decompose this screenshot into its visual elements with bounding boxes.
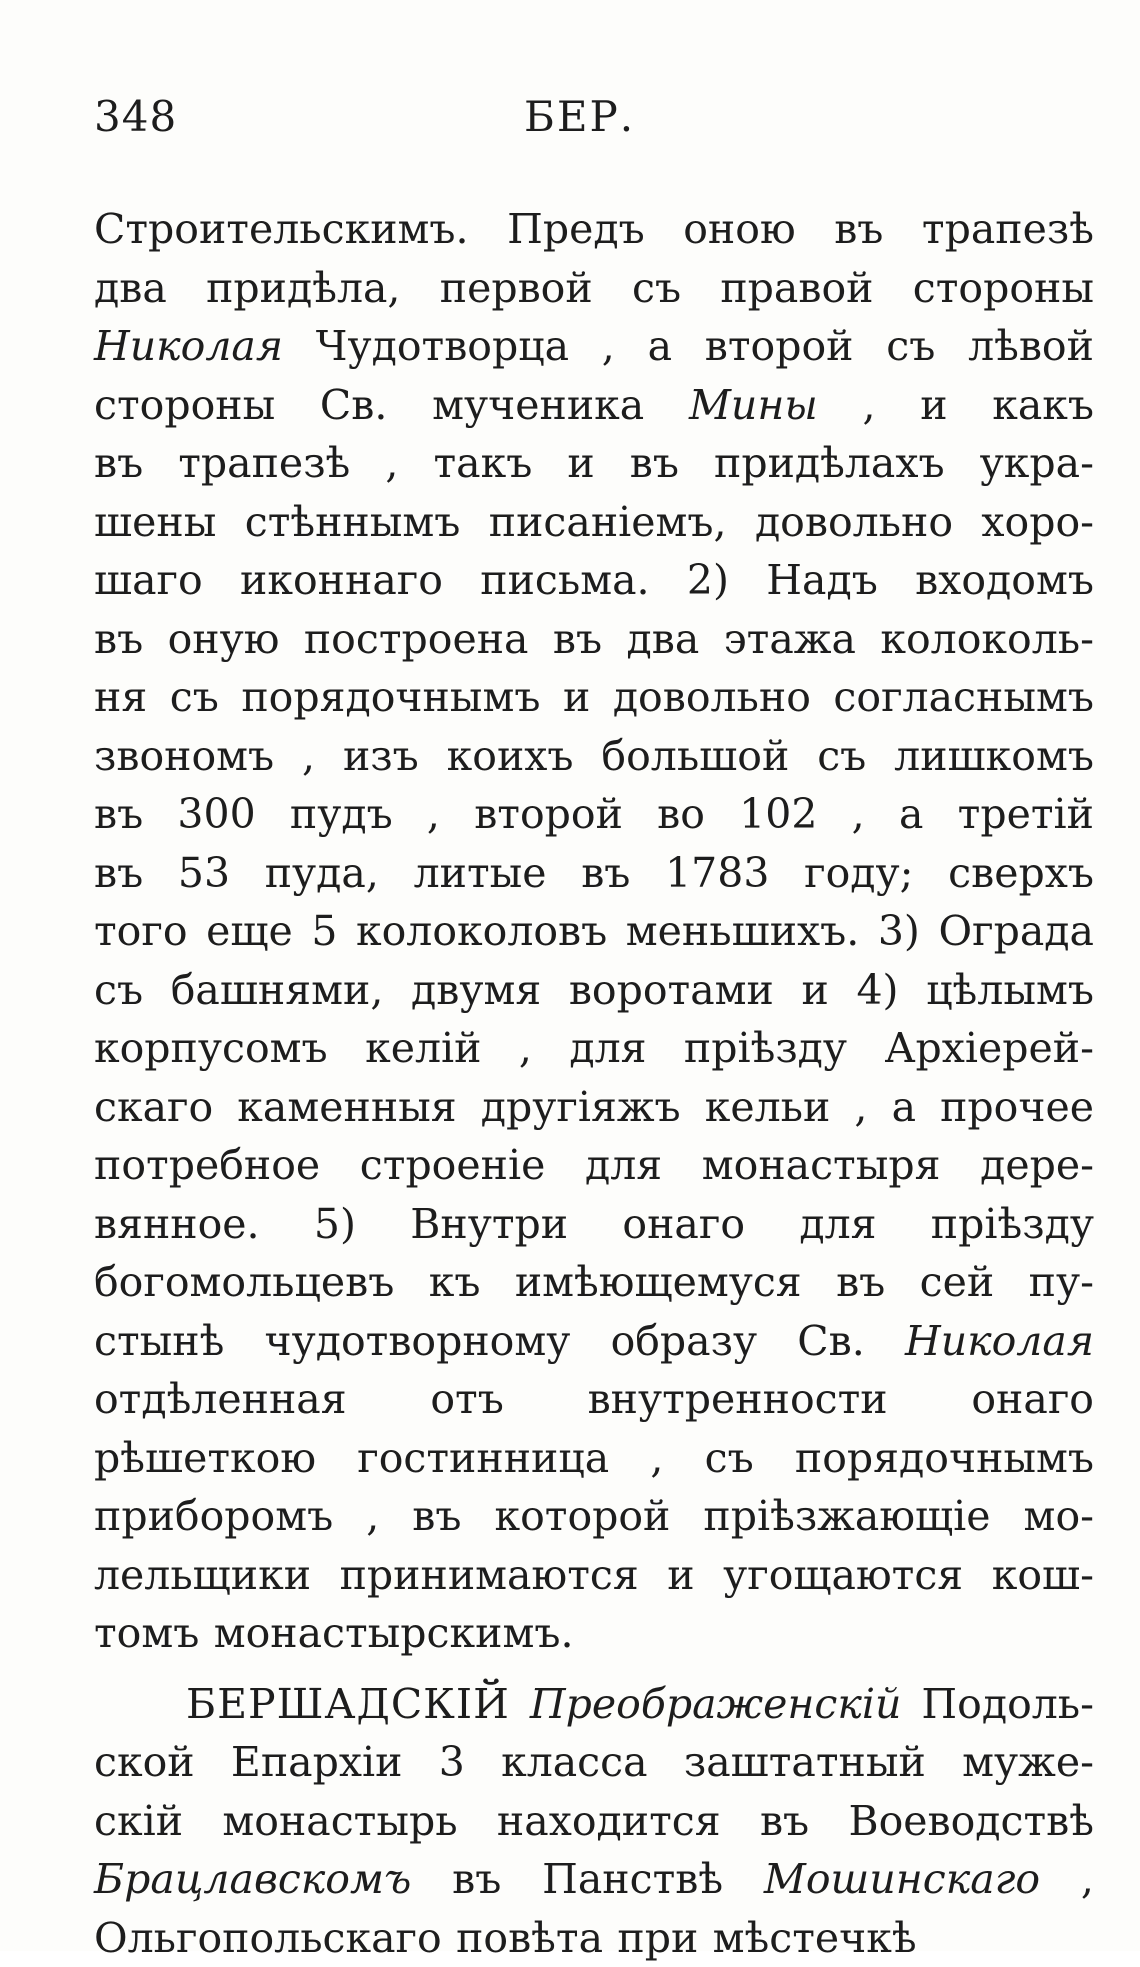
word: Мошинскаго [764, 1850, 1040, 1909]
word: съ [886, 317, 935, 376]
word: какъ [992, 376, 1094, 435]
text-line [94, 610, 1094, 669]
word: Николая [905, 1312, 1094, 1371]
word: вянное. [94, 1195, 260, 1254]
paragraph [94, 1675, 1094, 1967]
word: согласнымъ [833, 668, 1094, 727]
word: порядочнымъ [795, 1429, 1094, 1488]
word: , [1081, 1850, 1094, 1909]
word: второй [705, 317, 854, 376]
word: для [569, 1019, 646, 1078]
text-line [94, 727, 1094, 786]
word: 5) [314, 1195, 356, 1254]
word: въ [412, 1487, 461, 1546]
word: изъ [343, 727, 419, 786]
word: письма. [480, 551, 649, 610]
text-line [94, 1429, 1094, 1488]
word: Внутри [410, 1195, 568, 1254]
word: 1783 [665, 844, 769, 903]
text-line [94, 1792, 1094, 1851]
text-line [94, 1850, 1094, 1909]
text-line [94, 376, 1094, 435]
word: Архiерей- [884, 1019, 1093, 1078]
word: 3 [439, 1733, 465, 1792]
word: ня [94, 668, 147, 727]
word: и [802, 961, 829, 1020]
word: съ [632, 259, 681, 318]
word: входомъ [915, 551, 1094, 610]
word: муже- [962, 1733, 1094, 1792]
word: при [617, 1909, 698, 1967]
word: оною [683, 200, 795, 259]
text-line [94, 434, 1094, 493]
page-header [94, 92, 1104, 152]
word: 2) [687, 551, 729, 610]
word: другiяжъ [481, 1078, 681, 1137]
word: колоколовъ [356, 902, 607, 961]
word: угощаются [723, 1546, 963, 1605]
word: пу- [1029, 1253, 1094, 1312]
word: двумя [411, 961, 541, 1020]
word: приборомъ [94, 1487, 333, 1546]
word: литые [414, 844, 547, 903]
text-line [94, 902, 1094, 961]
paragraph-gap [94, 1663, 1094, 1675]
word: онаго [622, 1195, 745, 1254]
word: отдѣленная [94, 1370, 347, 1429]
word: второй [474, 785, 623, 844]
word: прочее [940, 1078, 1094, 1137]
text-line [94, 1546, 1094, 1605]
word: съ [170, 668, 219, 727]
word: монастырскимъ. [214, 1604, 574, 1663]
word: , [650, 1429, 663, 1488]
word: въ [553, 610, 602, 669]
word: воротами [569, 961, 774, 1020]
word: отъ [430, 1370, 503, 1429]
word: сей [920, 1253, 995, 1312]
word: Предъ [507, 200, 645, 259]
word: для [799, 1195, 876, 1254]
text-line [94, 1909, 1094, 1967]
word: Панствѣ [542, 1850, 723, 1909]
word: Подоль- [921, 1675, 1094, 1734]
word: Ольгопольскаго [94, 1909, 442, 1967]
word: въ [834, 200, 883, 259]
word: скiй [94, 1792, 183, 1851]
word: , [385, 434, 398, 493]
text-line [94, 844, 1094, 903]
word: 4) [856, 961, 898, 1020]
word: корпусомъ [94, 1019, 328, 1078]
word: третiй [958, 785, 1094, 844]
word: трапезѣ [178, 434, 350, 493]
word: томъ [94, 1604, 199, 1663]
word: мѣстечкѣ [713, 1909, 917, 1967]
word: въ [452, 1850, 501, 1909]
word: два [94, 259, 167, 318]
word: прiѣзду [931, 1195, 1094, 1254]
word: такъ [433, 434, 532, 493]
word: Чудотворца [316, 317, 569, 376]
word: Брацлавскомъ [94, 1850, 411, 1909]
text-line [94, 1487, 1094, 1546]
word: рѣшеткою [94, 1429, 316, 1488]
word: въ [94, 610, 143, 669]
word: въ [94, 434, 143, 493]
word: Ограда [939, 902, 1094, 961]
word: во [657, 785, 705, 844]
word: въ [581, 844, 630, 903]
word: большой [601, 727, 789, 786]
word: лельщики [94, 1546, 311, 1605]
word: сверхъ [948, 844, 1094, 903]
word: а [648, 317, 672, 376]
word: повѣта [456, 1909, 603, 1967]
word: мученика [432, 376, 644, 435]
word: гостинница [357, 1429, 609, 1488]
word: въ [94, 844, 143, 903]
word: стѣннымъ [245, 493, 461, 552]
word: того [94, 902, 188, 961]
word: еще [206, 902, 293, 961]
word: оную [168, 610, 280, 669]
word: Епархiи [231, 1733, 403, 1792]
running-head: БЕР. [524, 92, 635, 141]
word: Св. [320, 376, 388, 435]
word: писанiемъ, [489, 493, 727, 552]
word: иконнаго [240, 551, 443, 610]
text-line [94, 1019, 1094, 1078]
word: а [892, 1078, 916, 1137]
word: заштатный [684, 1733, 926, 1792]
text-line [94, 259, 1094, 318]
word: пуда, [265, 844, 379, 903]
word: Св. [797, 1312, 865, 1371]
text-line [94, 961, 1094, 1020]
text-line [94, 551, 1094, 610]
word: для [585, 1136, 662, 1195]
text-line [94, 1136, 1094, 1195]
word: 3) [878, 902, 920, 961]
word: лишкомъ [894, 727, 1094, 786]
word: довольно [613, 668, 811, 727]
word: съ [817, 727, 866, 786]
word: Николая [94, 317, 283, 376]
word: образу [611, 1312, 758, 1371]
word: и [563, 668, 590, 727]
word: коихъ [447, 727, 574, 786]
word: въ [836, 1253, 885, 1312]
word: чудотворному [265, 1312, 571, 1371]
word: Мины [689, 376, 818, 435]
word: довольно [755, 493, 953, 552]
word: богомольцевъ [94, 1253, 394, 1312]
word: потребное [94, 1136, 320, 1195]
text-line [94, 1078, 1094, 1137]
word: съ [705, 1429, 754, 1488]
word: придѣла, [206, 259, 400, 318]
word: въ [630, 434, 679, 493]
word: онаго [971, 1370, 1094, 1429]
word: колоколь- [880, 610, 1094, 669]
word: съ [94, 961, 143, 1020]
word: , [862, 376, 875, 435]
word: меньшихъ. [626, 902, 860, 961]
word: 300 [177, 785, 255, 844]
word: трапезѣ [922, 200, 1094, 259]
text-line [94, 1312, 1094, 1371]
word: дере- [980, 1136, 1094, 1195]
word: кош- [992, 1546, 1094, 1605]
word: звономъ [94, 727, 274, 786]
word: шены [94, 493, 216, 552]
word: прiѣзжающiе [703, 1487, 990, 1546]
text-line [94, 668, 1094, 727]
text-line [94, 1675, 1094, 1734]
word: этажа [724, 610, 856, 669]
text-line [94, 200, 1094, 259]
word: 102 [739, 785, 817, 844]
word: въ [760, 1792, 809, 1851]
text-line [94, 317, 1094, 376]
text-line [94, 493, 1094, 552]
word: мо- [1024, 1487, 1094, 1546]
text-line [94, 1604, 1094, 1663]
text-line [94, 785, 1094, 844]
word: стороны [94, 376, 275, 435]
word: которой [494, 1487, 670, 1546]
word: стороны [913, 259, 1094, 318]
word: и [667, 1546, 694, 1605]
word: пудъ [290, 785, 393, 844]
word: 53 [178, 844, 230, 903]
word: , [366, 1487, 379, 1546]
word: шаго [94, 551, 203, 610]
word: , [854, 1078, 867, 1137]
word: , [427, 785, 440, 844]
word: укра- [980, 434, 1094, 493]
word: находится [497, 1792, 721, 1851]
word: и [920, 376, 947, 435]
text-line [94, 1370, 1094, 1429]
word: цѣлымъ [926, 961, 1094, 1020]
word: башнями, [171, 961, 384, 1020]
word: порядочнымъ [241, 668, 540, 727]
word: 5 [311, 902, 337, 961]
word: келiй [365, 1019, 481, 1078]
word: къ [429, 1253, 481, 1312]
word: принимаются [340, 1546, 639, 1605]
word: БЕРШАДСКIЙ [186, 1675, 510, 1734]
word: и [567, 434, 594, 493]
word: построена [304, 610, 529, 669]
word: , [602, 317, 615, 376]
word: первой [440, 259, 593, 318]
word: , [519, 1019, 532, 1078]
word: въ [94, 785, 143, 844]
word: прiѣзду [684, 1019, 847, 1078]
word: монастырь [222, 1792, 457, 1851]
text-line [94, 1195, 1094, 1254]
word: ской [94, 1733, 195, 1792]
word: хоро- [981, 493, 1094, 552]
word: класса [501, 1733, 647, 1792]
word: Преображенскiй [530, 1675, 902, 1734]
word: , [852, 785, 865, 844]
word: Воеводствѣ [848, 1792, 1094, 1851]
word: Строительскимъ. [94, 200, 469, 259]
word: придѣлахъ [714, 434, 945, 493]
word: году; [804, 844, 913, 903]
word: два [627, 610, 700, 669]
word: каменныя [237, 1078, 456, 1137]
word: Надъ [766, 551, 878, 610]
text-line [94, 1253, 1094, 1312]
word: кельи [705, 1078, 831, 1137]
paragraph [94, 200, 1094, 1663]
word: стынѣ [94, 1312, 224, 1371]
word: монастыря [702, 1136, 941, 1195]
word: скаго [94, 1078, 213, 1137]
word: а [899, 785, 923, 844]
body-text [94, 200, 1094, 1967]
word: правой [720, 259, 873, 318]
word: внутренности [588, 1370, 888, 1429]
word: имѣющемуся [515, 1253, 802, 1312]
text-line [94, 1733, 1094, 1792]
word: строенiе [360, 1136, 546, 1195]
word: , [302, 727, 315, 786]
word: лѣвой [968, 317, 1094, 376]
page-number: 348 [94, 92, 177, 141]
